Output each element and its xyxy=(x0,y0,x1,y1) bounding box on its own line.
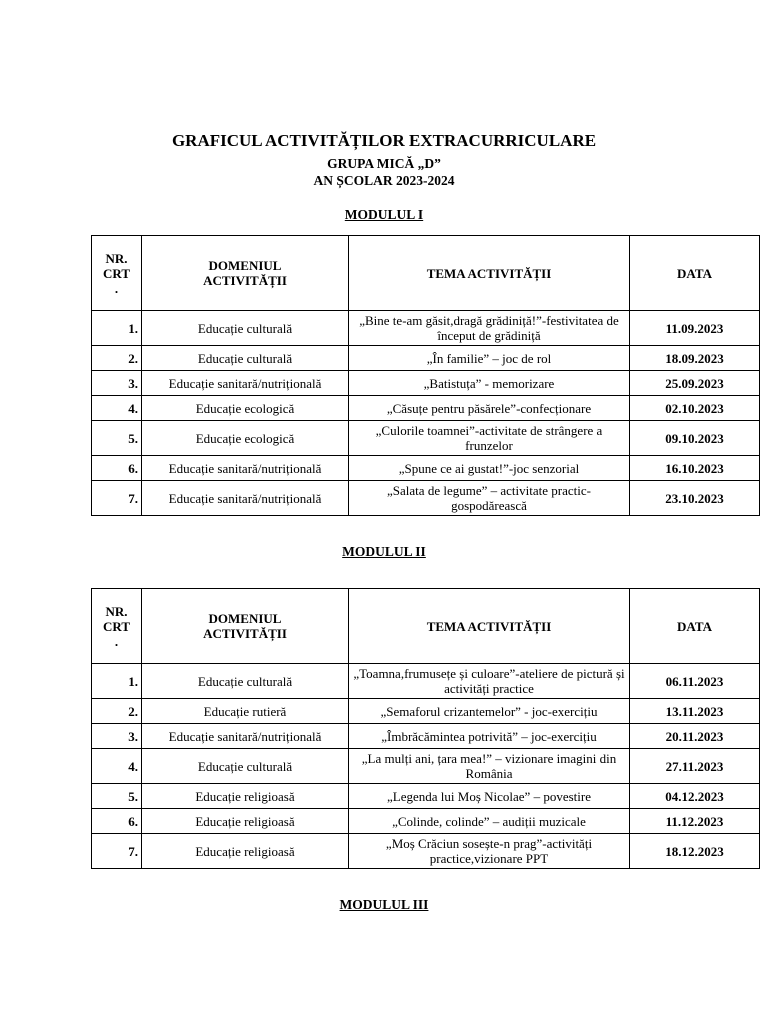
table-row xyxy=(92,311,760,346)
row-date: 06.11.2023 xyxy=(630,664,760,699)
table-row xyxy=(92,421,760,456)
row-number: 2. xyxy=(92,346,142,371)
row-theme: „Batistuța” - memorizare xyxy=(349,371,630,396)
table-row xyxy=(92,346,760,371)
row-number: 2. xyxy=(92,699,142,724)
row-date: 27.11.2023 xyxy=(630,749,760,784)
table-row xyxy=(92,481,760,516)
row-date: 25.09.2023 xyxy=(630,371,760,396)
row-domain: Educație culturală xyxy=(142,311,349,346)
row-theme: „Toamna,frumusețe și culoare”-ateliere de pictură și activități practice xyxy=(349,664,630,699)
row-number: 7. xyxy=(92,481,142,516)
row-number: 1. xyxy=(92,664,142,699)
column-header-theme: TEMA ACTIVITĂȚII xyxy=(349,589,630,664)
column-header-domain: DOMENIUL ACTIVITĂȚII xyxy=(142,589,349,664)
table-row xyxy=(92,456,760,481)
row-domain: Educație religioasă xyxy=(142,784,349,809)
row-date: 04.12.2023 xyxy=(630,784,760,809)
row-date: 16.10.2023 xyxy=(630,456,760,481)
table-row xyxy=(92,699,760,724)
row-theme: „Colinde, colinde” – audiții muzicale xyxy=(349,809,630,834)
row-theme: „Spune ce ai gustat!”-joc senzorial xyxy=(349,456,630,481)
row-domain: Educație ecologică xyxy=(142,421,349,456)
row-theme: „În familie” – joc de rol xyxy=(349,346,630,371)
row-number: 3. xyxy=(92,724,142,749)
module-3-heading: MODULUL III xyxy=(339,897,429,912)
row-date: 09.10.2023 xyxy=(630,421,760,456)
row-domain: Educație culturală xyxy=(142,346,349,371)
column-header-nr: NR. CRT . xyxy=(92,589,142,664)
module-2-table xyxy=(91,588,760,869)
row-domain: Educație sanitară/nutrițională xyxy=(142,481,349,516)
row-date: 13.11.2023 xyxy=(630,699,760,724)
row-theme: „Culorile toamnei”-activitate de strângere a frunzelor xyxy=(349,421,630,456)
group-subtitle: GRUPA MICĂ „D” xyxy=(327,156,441,171)
row-date: 23.10.2023 xyxy=(630,481,760,516)
row-theme: „La mulți ani, țara mea!” – vizionare imagini din România xyxy=(349,749,630,784)
row-domain: Educație sanitară/nutrițională xyxy=(142,371,349,396)
school-year-subtitle: AN ȘCOLAR 2023-2024 xyxy=(313,173,455,188)
row-number: 5. xyxy=(92,784,142,809)
row-date: 18.09.2023 xyxy=(630,346,760,371)
table-row xyxy=(92,396,760,421)
row-number: 5. xyxy=(92,421,142,456)
row-date: 11.12.2023 xyxy=(630,809,760,834)
row-date: 11.09.2023 xyxy=(630,311,760,346)
row-theme: „Căsuțe pentru păsărele”-confecționare xyxy=(349,396,630,421)
row-theme: „Moș Crăciun sosește-n prag”-activități practice,vizionare PPT xyxy=(349,834,630,869)
row-date: 20.11.2023 xyxy=(630,724,760,749)
table-row xyxy=(92,664,760,699)
module-2-heading: MODULUL II xyxy=(342,544,426,559)
table-row xyxy=(92,371,760,396)
row-number: 6. xyxy=(92,456,142,481)
row-theme: „Bine te-am găsit,dragă grădiniță!”-festivitatea de început de grădiniță xyxy=(349,311,630,346)
module-1-table xyxy=(91,235,760,516)
row-domain: Educație culturală xyxy=(142,664,349,699)
row-domain: Educație sanitară/nutrițională xyxy=(142,456,349,481)
table-row xyxy=(92,834,760,869)
row-theme: „Salata de legume” – activitate practic-gospodărească xyxy=(349,481,630,516)
row-number: 7. xyxy=(92,834,142,869)
row-number: 1. xyxy=(92,311,142,346)
document-title: GRAFICUL ACTIVITĂȚILOR EXTRACURRICULARE xyxy=(171,131,597,150)
row-theme: „Semaforul crizantemelor” - joc-exercițiu xyxy=(349,699,630,724)
row-number: 6. xyxy=(92,809,142,834)
row-date: 18.12.2023 xyxy=(630,834,760,869)
row-domain: Educație rutieră xyxy=(142,699,349,724)
row-domain: Educație sanitară/nutrițională xyxy=(142,724,349,749)
row-number: 4. xyxy=(92,396,142,421)
row-domain: Educație religioasă xyxy=(142,834,349,869)
row-date: 02.10.2023 xyxy=(630,396,760,421)
table-row xyxy=(92,724,760,749)
table-header-row xyxy=(92,236,760,311)
row-theme: „Îmbrăcămintea potrivită” – joc-exercițiu xyxy=(349,724,630,749)
row-number: 3. xyxy=(92,371,142,396)
column-header-date: DATA xyxy=(630,236,760,311)
module-1-heading: MODULUL I xyxy=(344,207,424,222)
column-header-theme: TEMA ACTIVITĂȚII xyxy=(349,236,630,311)
column-header-domain: DOMENIUL ACTIVITĂȚII xyxy=(142,236,349,311)
table-row xyxy=(92,784,760,809)
column-header-nr: NR. CRT . xyxy=(92,236,142,311)
row-theme: „Legenda lui Moș Nicolae” – povestire xyxy=(349,784,630,809)
row-domain: Educație culturală xyxy=(142,749,349,784)
column-header-date: DATA xyxy=(630,589,760,664)
row-number: 4. xyxy=(92,749,142,784)
table-row xyxy=(92,809,760,834)
row-domain: Educație ecologică xyxy=(142,396,349,421)
row-domain: Educație religioasă xyxy=(142,809,349,834)
table-row xyxy=(92,749,760,784)
table-header-row xyxy=(92,589,760,664)
